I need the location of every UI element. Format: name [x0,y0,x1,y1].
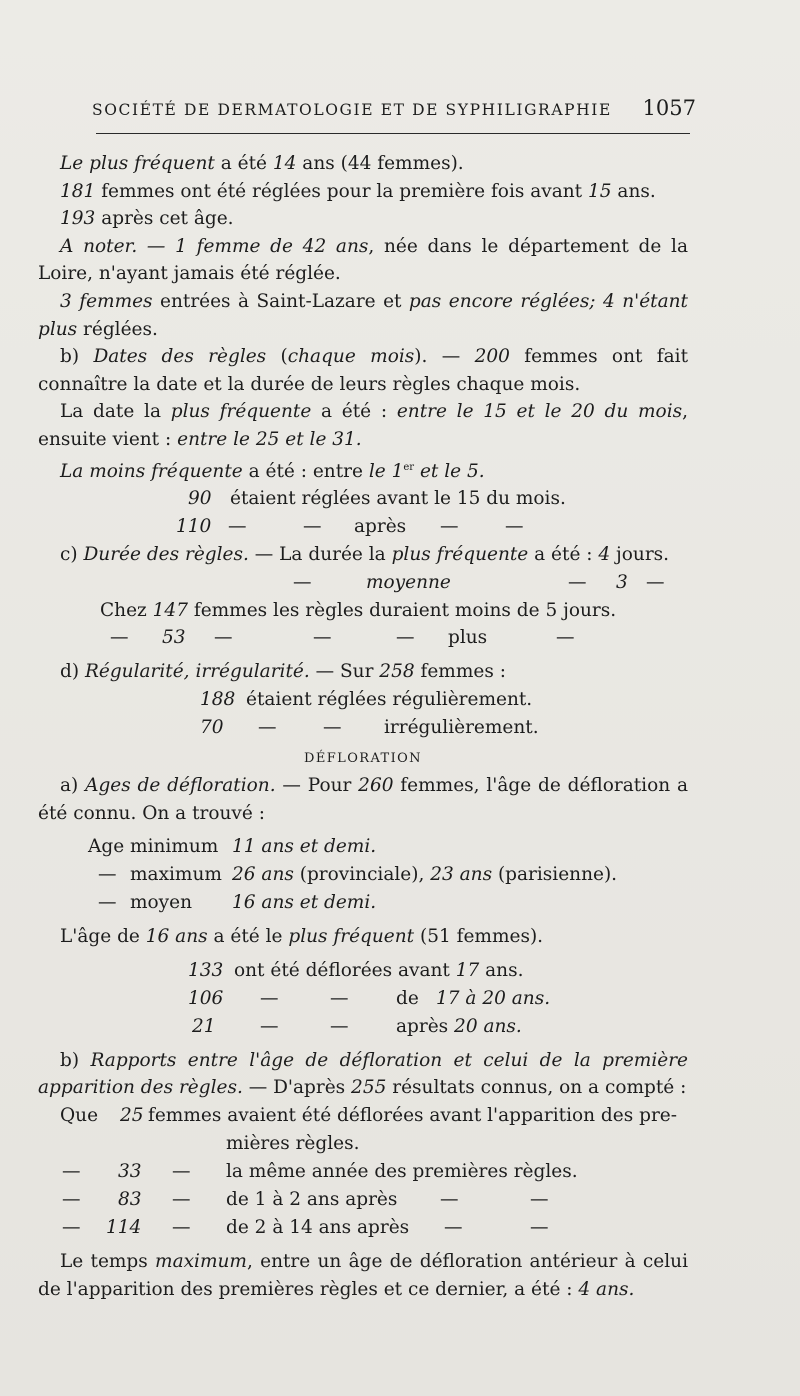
text-em: 260 [358,775,394,797]
running-header [92,96,696,120]
value: 16 ans et demi. [232,892,377,914]
text-em: 200 [474,346,510,368]
section-heading-defloration: DÉFLORATION [304,751,422,767]
text-em: 15 [587,180,612,202]
text-em: 26 ans [232,864,294,886]
ditto-dash: — [444,1217,463,1239]
value: 11 ans et demi. [232,836,377,858]
count: 133 [188,959,224,981]
text-em: 258 [379,661,415,683]
ditto-dash: — [440,516,459,538]
text: (51 femmes). [414,926,544,948]
text-em: Le plus fréquent [60,153,215,174]
ditto-dash: — [303,516,322,538]
ditto-dash: — [258,717,277,739]
table-row-25-cont [38,1130,688,1158]
text-em: maximum [155,1251,247,1273]
ditto-dash: — [172,1217,191,1239]
text-em: plus fréquent [288,926,415,948]
text-em: entre le 25 et le 31. [177,428,362,450]
text: a été : [311,401,397,423]
value [232,861,617,889]
table-row-moyenne [38,569,688,597]
text: réglées. [77,318,158,340]
text: (provinciale), [293,864,431,886]
paragraph-temps-maximum [38,1248,688,1303]
table-row-106 [38,985,688,1013]
table-row-21 [38,1013,688,1041]
text-em: Rapports entre l'âge de défloration et celui de la première apparition des règles. [38,1049,688,1099]
table-row-age-moyen [38,889,688,917]
text: a été : [528,544,599,566]
text: Que [60,1105,99,1127]
text-em: moyenne [366,571,451,593]
text-em: 23 ans [430,864,493,886]
page-body [38,150,688,1303]
text-em: et le 5. [414,460,485,482]
text [396,1013,522,1041]
ditto-dash: — [330,987,349,1009]
text-em: pas encore réglées; 4 n'étant plus [38,290,688,340]
text: femmes avaient été déflorées avant l'apparition des pre- [148,1105,677,1127]
text: — La durée la [248,544,392,566]
paragraph-date-plus-frequente [38,398,688,453]
text: plus [448,627,488,649]
text: après [396,1015,455,1037]
ditto-dash: — [214,627,233,649]
count: 110 [176,516,212,538]
count: 106 [188,987,224,1009]
text: femmes, l'âge de défloration a été connu. On a trouvé : [38,775,688,824]
paragraph-a-noter [38,233,688,288]
text-em: Ages de défloration. [85,775,276,797]
text: b) [60,1049,91,1071]
header-rule [96,133,690,134]
text: (parisienne). [492,864,618,886]
label: moyen [130,892,192,914]
ditto-dash: — [330,1015,349,1037]
text: ). — [414,346,475,368]
text-em: 20 ans. [454,1015,522,1037]
paragraph-plus-frequent [38,150,688,178]
text-em: chaque mois [287,346,415,368]
text: irrégulièrement. [384,717,539,739]
count: 188 [200,689,236,711]
text: étaient réglées régulièrement. [246,689,533,711]
text: — Sur [309,661,380,683]
text-em: La moins fréquente [60,460,243,482]
text: mières règles. [226,1133,360,1155]
superscript: er [403,461,415,473]
text-em: plus fréquente [170,401,312,423]
table-row-33 [38,1158,688,1186]
text: ans (44 femmes). [296,153,464,174]
text-em: 14 [272,153,297,174]
text-em: 4 ans. [578,1278,635,1300]
table-row-25 [38,1102,688,1130]
text-em: Régularité, irrégularité. [84,661,310,683]
count: 90 [188,488,212,510]
paragraph-dates-regles [38,343,688,398]
ditto-dash: — [62,1189,81,1211]
text: c) [60,544,84,566]
ditto-dash: — [228,516,247,538]
text: a été le [207,926,289,948]
text [234,957,523,985]
ditto-dash: — [530,1189,549,1211]
text: a été [214,153,273,174]
text-em: 17 [455,959,480,981]
text: a été : entre [242,460,369,482]
text: La date la [60,401,171,423]
text: ans. [611,180,656,202]
ditto-dash: — [646,571,665,593]
ditto-dash: — [98,864,117,886]
text: ans. [479,959,524,981]
ditto-dash: — [313,627,332,649]
text-em: 147 [152,599,188,621]
text-em: le 1 [368,460,404,482]
text: — D'après [242,1077,352,1099]
table-row-83 [38,1186,688,1214]
text: — Pour [275,775,359,797]
text: étaient réglées avant le 15 du mois. [230,488,566,510]
table-row-133 [38,957,688,985]
ditto-dash: — [440,1189,459,1211]
count: 114 [106,1217,142,1239]
table-row-114 [38,1214,688,1242]
ditto-dash: — [530,1217,549,1239]
ditto-dash: — [172,1189,191,1211]
text-em: Dates des règles [93,346,267,368]
table-row-70 [38,714,688,742]
paragraph-age-frequent [38,923,688,951]
table-row-53 [38,624,688,652]
text: après [354,516,407,538]
ditto-dash: — [293,571,312,593]
text: Chez [100,599,153,621]
text-em: 3 femmes [60,290,153,312]
ditto-dash: — [98,892,117,914]
paragraph-rapports [38,1047,688,1102]
value: 17 à 20 ans. [436,987,551,1009]
paragraph-chez-147 [38,597,688,625]
text: b) [60,346,94,368]
ditto-dash: — [62,1161,81,1183]
table-row-188 [38,686,688,714]
ditto-dash: — [556,627,575,649]
paragraph-181-femmes [38,178,688,206]
ditto-dash: — [505,516,524,538]
paragraph-ages-defloration [38,772,688,827]
text: a) [60,775,86,797]
table-row-90 [38,485,688,513]
value: 3 [616,571,628,593]
count: 83 [118,1189,142,1211]
count: 53 [162,627,186,649]
ditto-dash: — [62,1217,81,1239]
text-em: entre le 15 et le 20 du mois [396,401,683,423]
ditto-dash: — [110,627,129,649]
text: femmes ont fait connaître la date et la durée de leurs règles chaque mois. [38,346,689,395]
text: L'âge de [60,926,146,948]
ditto-dash: — [260,987,279,1009]
page-number: 1057 [642,96,696,120]
count: 33 [118,1161,142,1183]
text: après cet âge. [95,208,234,230]
paragraph-duree-regles [38,541,688,569]
text-em: Durée des règles. [83,544,249,566]
text: femmes ont été réglées pour la première fois avant [95,180,588,202]
text: d) [60,661,85,683]
text-em: 255 [351,1077,387,1099]
text-em: 16 ans [145,926,208,948]
paragraph-193-apres [38,205,688,233]
text: ( [266,346,288,368]
ditto-dash: — [260,1015,279,1037]
text: , entre un âge de défloration antérieur à celui de l'apparition des premières règles et ce dernier, a été : [38,1251,688,1300]
text: , ensuite vient : [38,401,688,450]
ditto-dash: — [568,571,587,593]
count: 70 [200,717,224,739]
ditto-dash: — [396,627,415,649]
running-title: SOCIÉTÉ DE DERMATOLOGIE ET DE SYPHILIGRAPHIE [92,101,612,119]
text: femmes les règles duraient moins de 5 jours. [187,599,617,621]
text: résultats connus, on a compté : [386,1077,687,1099]
text: entrées à Saint-Lazare et [152,290,409,312]
text: Le temps [60,1251,156,1273]
paragraph-3-femmes [38,288,688,343]
text: , née dans le département de la Loire, n'ayant jamais été réglée. [38,235,688,285]
text: de 1 à 2 ans après [226,1189,398,1211]
count: 21 [192,1015,216,1037]
text: jours. [610,544,670,566]
table-row-110 [38,513,688,541]
table-row-age-minimum [38,833,688,861]
label: maximum [130,864,222,886]
text-em: A noter. — 1 femme de 42 ans [60,235,369,257]
text-em: 4 [598,544,611,566]
text-em: 181 [60,180,96,202]
text: ont été déflorées avant [234,959,456,981]
count: 25 [120,1105,144,1127]
ditto-dash: — [172,1161,191,1183]
paragraph-moins-frequente [38,454,688,486]
text-em: plus fréquente [391,544,529,566]
text: la même année des premières règles. [226,1161,578,1183]
label: Age minimum [88,836,219,858]
paragraph-regularite [38,658,688,686]
text: femmes : [414,661,506,683]
text: de 2 à 14 ans après [226,1217,410,1239]
table-row-age-maximum [38,861,688,889]
text-em: 193 [60,208,96,230]
text: de [396,987,419,1009]
ditto-dash: — [323,717,342,739]
